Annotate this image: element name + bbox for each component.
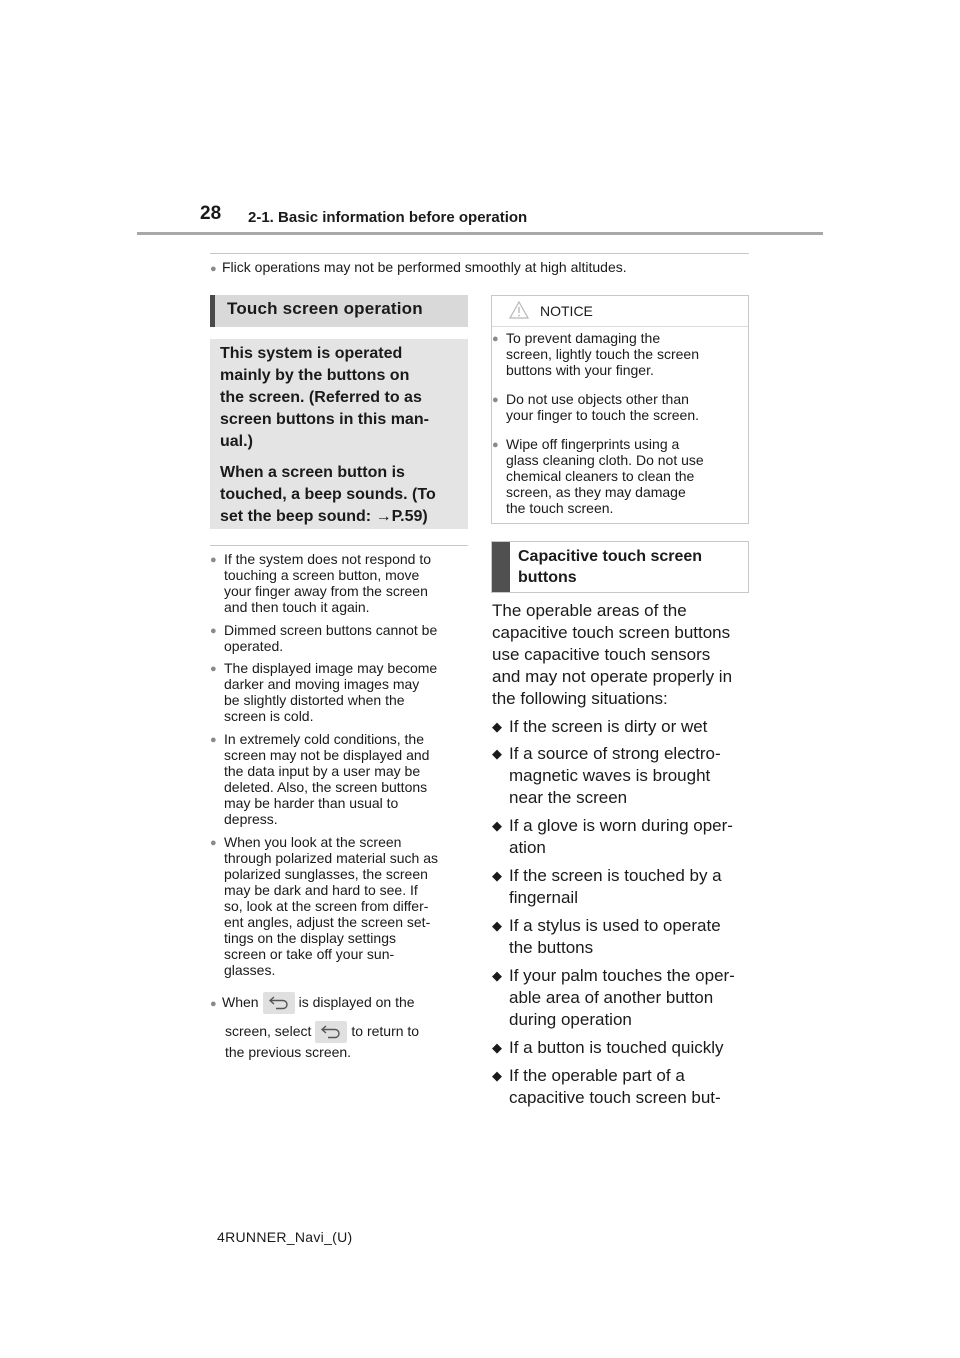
- notice-box: [491, 295, 749, 524]
- bullet-icon: ●: [210, 554, 217, 566]
- capacitive-item-8: ◆ If the operable part of a capacitive touch screen but-: [492, 1066, 721, 1107]
- top-note-text: Flick operations may not be performed smoothly at high altitudes.: [222, 259, 627, 275]
- back-arrow-icon: [263, 992, 295, 1014]
- capacitive-item-3: ◆ If a glove is worn during oper- ation: [492, 816, 733, 857]
- capacitive-intro: The operable areas of the capacitive touch screen buttons use capacitive touch sensors and may not operate properly in the following situations:: [492, 601, 733, 708]
- touch-section-title: Touch screen operation: [227, 299, 423, 318]
- capacitive-header-bar: [492, 542, 510, 592]
- bullet-icon: ●: [492, 439, 499, 451]
- notice-item-1: ● To prevent damaging the screen, lightly touch the screen buttons with your finger.: [492, 330, 699, 378]
- diamond-bullet-icon: ◆: [492, 719, 502, 734]
- diamond-bullet-icon: ◆: [492, 1040, 502, 1055]
- diamond-bullet-icon: ◆: [492, 918, 502, 933]
- back-arrow-icon: [315, 1021, 347, 1043]
- warning-icon: [509, 301, 529, 319]
- capacitive-item-7: ◆ If a button is touched quickly: [492, 1038, 724, 1057]
- touch-body-paragraph-1: This system is operated mainly by the buttons on the screen. (Referred to as screen buttons in this man- ual.): [220, 345, 429, 450]
- header-divider: [137, 232, 823, 235]
- bullet-icon: ●: [210, 663, 217, 675]
- diamond-bullet-icon: ◆: [492, 868, 502, 883]
- left-note-3: ● The displayed image may become darker and moving images may be slightly distorted when the screen is cold.: [210, 660, 438, 724]
- top-divider: [210, 253, 749, 254]
- back-note: ● When is displayed on the screen, select to return to the previous screen.: [210, 989, 480, 1072]
- notice-label: NOTICE: [540, 303, 593, 319]
- capacitive-section-header: [491, 541, 749, 593]
- capacitive-section-title: Capacitive touch screen buttons: [518, 548, 703, 586]
- capacitive-item-5: ◆ If a stylus is used to operate the buttons: [492, 916, 721, 957]
- notice-item-2: ● Do not use objects other than your finger to touch the screen.: [492, 391, 699, 423]
- top-note: [210, 259, 627, 277]
- page-number: 28: [200, 203, 222, 224]
- section-title: 2-1. Basic information before operation: [248, 209, 528, 226]
- left-divider: [210, 545, 468, 546]
- diamond-bullet-icon: ◆: [492, 968, 502, 983]
- touch-body-paragraph-2: When a screen button is touched, a beep sounds. (To set the beep sound: →P.59): [220, 464, 436, 525]
- bullet-icon: ●: [210, 263, 217, 275]
- capacitive-item-6: ◆ If your palm touches the oper- able area of another button during operation: [492, 966, 735, 1029]
- capacitive-item-4: ◆ If the screen is touched by a fingernail: [492, 866, 722, 907]
- left-note-2: ● Dimmed screen buttons cannot be operated.: [210, 622, 438, 654]
- left-note-1: ● If the system does not respond to touching a screen button, move your finger away from the screen and then touch it again.: [210, 551, 432, 615]
- notice-item-3: ● Wipe off fingerprints using a glass cleaning cloth. Do not use chemical cleaners to clean the screen, as they may damage the touch screen.: [492, 436, 704, 516]
- bullet-icon: ●: [210, 998, 217, 1010]
- left-note-4: ● In extremely cold conditions, the screen may not be displayed and the data input by a user may be deleted. Also, the screen buttons may be harder than usual to depress.: [210, 731, 430, 827]
- diamond-bullet-icon: ◆: [492, 818, 502, 833]
- touch-section-body: [210, 339, 468, 529]
- bullet-icon: ●: [492, 394, 499, 406]
- notice-header: [492, 296, 748, 327]
- footer-model-code: 4RUNNER_Navi_(U): [217, 1229, 353, 1245]
- bullet-icon: ●: [210, 734, 217, 746]
- capacitive-item-1: ◆ If the screen is dirty or wet: [492, 717, 708, 736]
- bullet-icon: ●: [492, 333, 499, 345]
- left-note-5: ● When you look at the screen through polarized material such as polarized sunglasses, the screen may be dark and hard to see. If so, look at the screen from differ- ent angles, adjust the screen set- tings on the display settings screen or take off your sun- glasses.: [210, 834, 439, 978]
- bullet-icon: ●: [210, 625, 217, 637]
- diamond-bullet-icon: ◆: [492, 1068, 502, 1083]
- touch-section-header: [210, 295, 468, 327]
- capacitive-item-2: ◆ If a source of strong electro- magnetic waves is brought near the screen: [492, 744, 721, 807]
- diamond-bullet-icon: ◆: [492, 746, 502, 761]
- bullet-icon: ●: [210, 837, 217, 849]
